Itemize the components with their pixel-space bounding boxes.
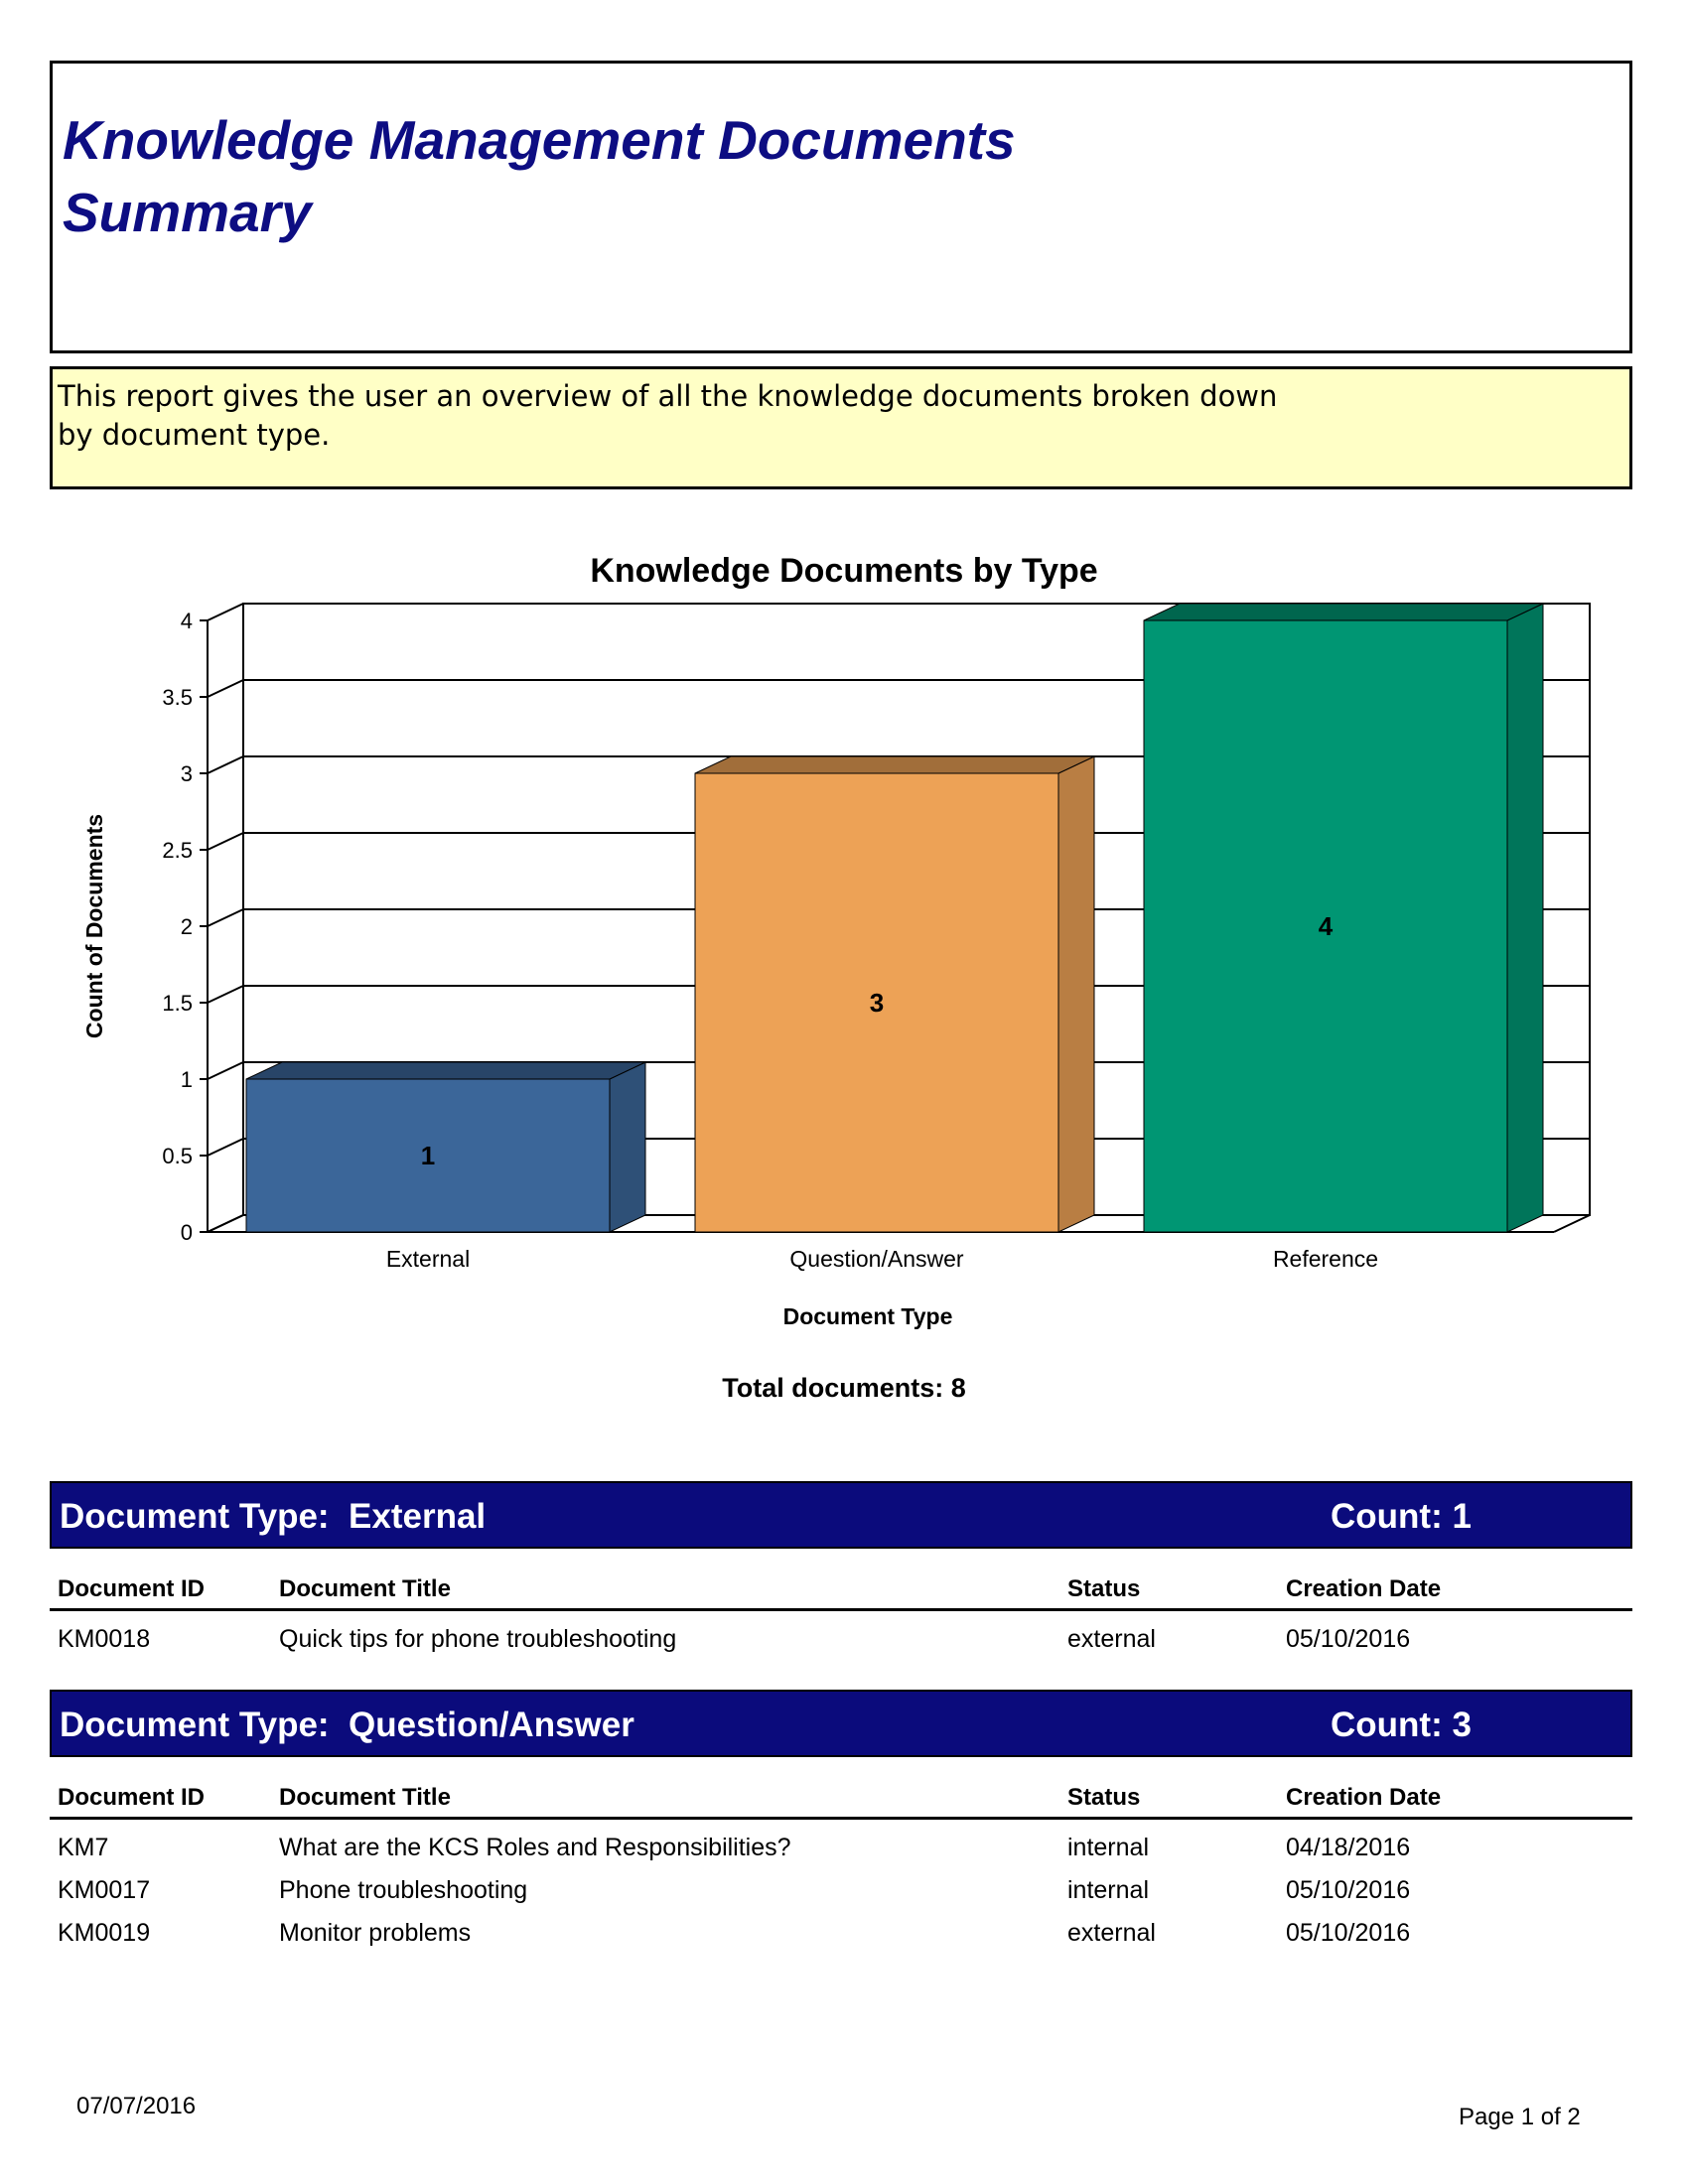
column-header-row [50, 1757, 1632, 1820]
section-count-label: Count: 1 [1331, 1497, 1472, 1536]
bar-top [1144, 604, 1543, 620]
y-tick-label: 0 [180, 1220, 193, 1245]
chart-title: Knowledge Documents by Type [590, 552, 1098, 590]
gridline-side [208, 909, 243, 926]
column-header-document-id: Document ID [58, 1784, 206, 1811]
report-description: This report gives the user an overview of all the knowledge documents broken down by document type. [58, 379, 1278, 452]
y-tick-label: 2 [180, 914, 193, 939]
y-tick-label: 4 [180, 609, 193, 633]
bar-top [695, 756, 1094, 773]
column-header-status: Status [1067, 1575, 1141, 1602]
bar-side [1058, 756, 1094, 1232]
section-count-label: Count: 3 [1331, 1706, 1472, 1744]
document-id: KM0018 [58, 1625, 151, 1653]
gridline-side [208, 1062, 243, 1079]
footer-date: 07/07/2016 [76, 2093, 197, 2119]
section-question-answer [50, 1690, 1632, 1948]
footer-page-number: Page 1 of 2 [1459, 2104, 1581, 2130]
gridline-side [208, 986, 243, 1003]
section-type-label: Document Type: Question/Answer [60, 1706, 634, 1744]
column-header-row [50, 1549, 1632, 1611]
document-title: What are the KCS Roles and Responsibilities? [279, 1834, 791, 1861]
gridline-side [208, 756, 243, 773]
report-title-line-1: Knowledge Management Documents [63, 109, 1016, 171]
document-status: internal [1067, 1876, 1149, 1904]
document-title: Quick tips for phone troubleshooting [279, 1625, 677, 1653]
document-creation-date: 04/18/2016 [1286, 1834, 1411, 1861]
bar-side [1507, 604, 1543, 1232]
bar-top [246, 1062, 645, 1079]
total-documents [0, 1373, 1688, 1404]
y-tick-label: 3 [180, 761, 193, 786]
document-creation-date: 05/10/2016 [1286, 1919, 1411, 1947]
bar-value-label: 3 [869, 988, 885, 1018]
section-header-band [50, 1690, 1632, 1757]
section-header-band [50, 1481, 1632, 1549]
bar-side [610, 1062, 645, 1232]
gridline-side [208, 604, 243, 620]
column-header-document-title: Document Title [279, 1784, 451, 1811]
y-axis-title: Count of Documents [81, 813, 107, 1039]
y-tick-label: 1.5 [162, 991, 193, 1016]
document-status: external [1067, 1919, 1156, 1947]
table-row [50, 1820, 1632, 1862]
document-status: external [1067, 1625, 1156, 1653]
gridline-side [208, 833, 243, 850]
column-header-document-title: Document Title [279, 1575, 451, 1602]
column-header-creation-date: Creation Date [1286, 1784, 1442, 1811]
section-type-label: Document Type: External [60, 1497, 487, 1536]
gridline-side [208, 1215, 243, 1232]
document-id: KM7 [58, 1834, 109, 1861]
y-tick-label: 0.5 [162, 1144, 193, 1168]
document-title: Phone troubleshooting [279, 1876, 528, 1904]
bar-value-label: 1 [420, 1141, 436, 1170]
document-title: Monitor problems [279, 1919, 472, 1947]
bar-value-label: 4 [1318, 911, 1334, 941]
x-tick-label: Reference [1272, 1246, 1379, 1272]
table-row [50, 1611, 1632, 1654]
document-creation-date: 05/10/2016 [1286, 1876, 1411, 1904]
gridline-side [208, 1139, 243, 1156]
y-tick-label: 2.5 [162, 838, 193, 863]
column-header-creation-date: Creation Date [1286, 1575, 1442, 1602]
x-axis-title: Document Type [782, 1303, 953, 1329]
floor-right-edge [1554, 1215, 1590, 1232]
table-row [50, 1905, 1632, 1948]
section-external [50, 1481, 1632, 1654]
x-tick-label: Question/Answer [789, 1246, 964, 1272]
column-header-status: Status [1067, 1784, 1141, 1811]
table-row [50, 1862, 1632, 1905]
y-tick-label: 3.5 [162, 685, 193, 710]
x-tick-label: External [385, 1246, 471, 1272]
gridline-side [208, 680, 243, 697]
column-header-document-id: Document ID [58, 1575, 206, 1602]
document-id: KM0017 [58, 1876, 151, 1904]
document-status: internal [1067, 1834, 1149, 1861]
total-documents-label: Total documents: [722, 1373, 944, 1403]
document-id: KM0019 [58, 1919, 151, 1947]
total-documents-value: 8 [950, 1373, 966, 1403]
y-tick-label: 1 [180, 1067, 193, 1092]
document-creation-date: 05/10/2016 [1286, 1625, 1411, 1653]
report-title-line-2: Summary [63, 182, 312, 243]
